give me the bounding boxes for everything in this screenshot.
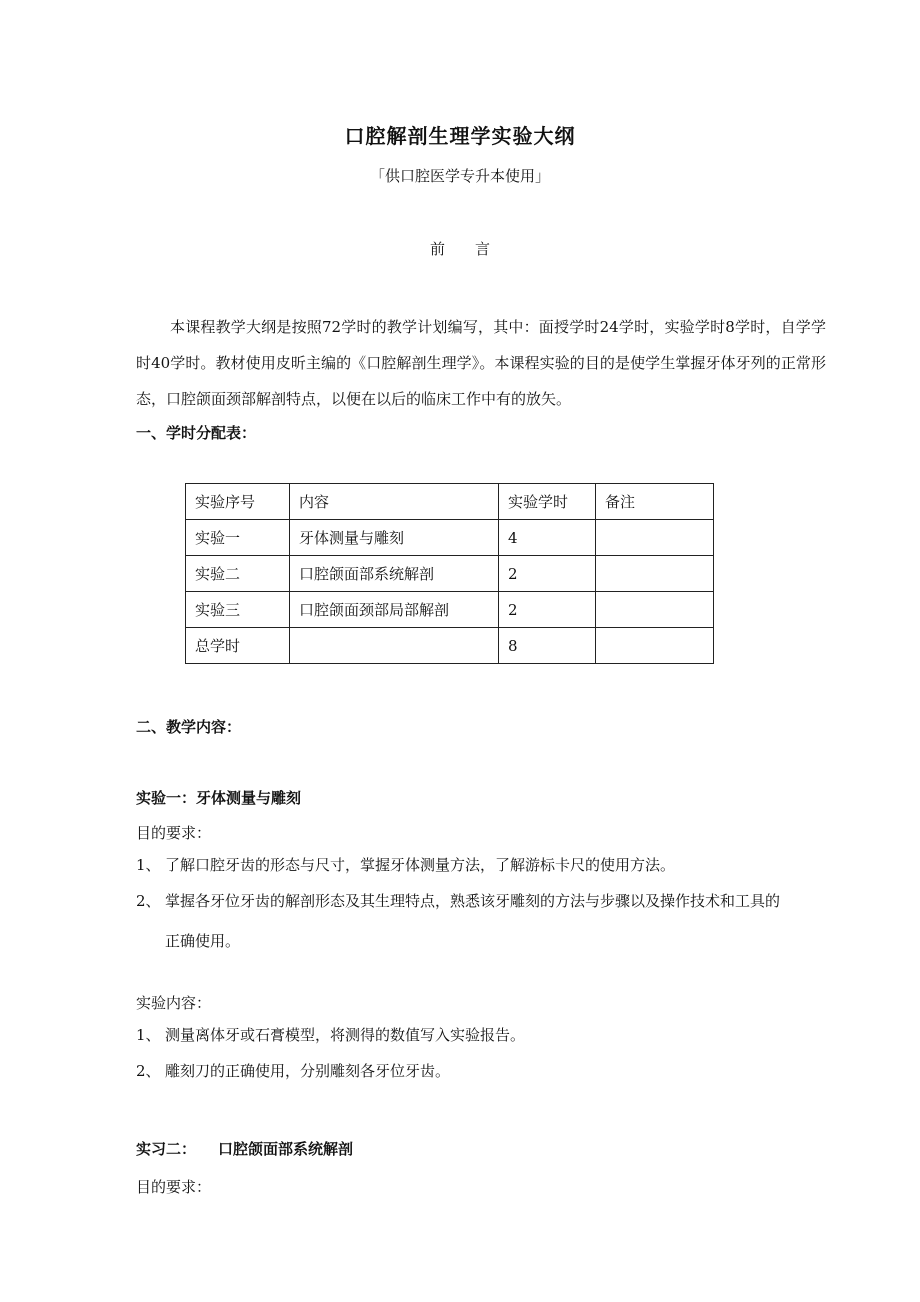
table-row xyxy=(186,628,714,664)
table-cell: 总学时 xyxy=(186,628,290,664)
exp1-content2-number: 2、 xyxy=(136,1062,161,1080)
section-1-heading: 一、学时分配表： xyxy=(136,424,257,442)
exp2-requirements-label: 目的要求： xyxy=(136,1178,212,1196)
preface-paragraph: 本课程教学大纲是按照72学时的教学计划编写，其中：面授学时24学时，实验学时8学时，自学学时40学时。教材使用皮昕主编的《口腔解剖生理学》。本课程实验的目的是使学生掌握牙体牙列的正常形态，口腔颌面颈部解剖特点，以便在以后的临床工作中有的放矢。 xyxy=(136,318,826,408)
table-cell xyxy=(290,628,499,664)
table-header-row xyxy=(186,484,714,520)
preface-heading: 前 言 xyxy=(429,240,490,258)
table-row xyxy=(186,556,714,592)
table-cell xyxy=(596,556,714,592)
table-cell: 实验一 xyxy=(186,520,290,556)
table-header-cell: 内容 xyxy=(290,484,499,520)
table-cell xyxy=(596,628,714,664)
hours-table xyxy=(185,483,714,664)
table-header-cell: 实验学时 xyxy=(499,484,596,520)
exp1-content1-number: 1、 xyxy=(136,1026,161,1044)
table-cell: 4 xyxy=(499,520,596,556)
table-cell: 实验二 xyxy=(186,556,290,592)
table-cell: 2 xyxy=(499,556,596,592)
table-header-cell: 备注 xyxy=(596,484,714,520)
exp1-req2-number: 2、 xyxy=(136,892,161,910)
exp1-req1-number: 1、 xyxy=(136,856,161,874)
table-cell: 实验三 xyxy=(186,592,290,628)
section-2-heading: 二、教学内容： xyxy=(136,718,242,736)
document-title: 口腔解剖生理学实验大纲 xyxy=(344,124,576,148)
experiment-2-heading-title: 口腔颌面部系统解剖 xyxy=(218,1140,354,1158)
exp1-req2-text-line1: 掌握各牙位牙齿的解剖形态及其生理特点，熟悉该牙雕刻的方法与步骤以及操作技术和工具的 xyxy=(165,892,781,910)
document-subtitle: 「供口腔医学专升本使用」 xyxy=(369,167,550,185)
exp1-requirements-label: 目的要求： xyxy=(136,824,212,842)
table-cell: 口腔颌面颈部局部解剖 xyxy=(290,592,499,628)
table-row xyxy=(186,592,714,628)
table-cell: 牙体测量与雕刻 xyxy=(290,520,499,556)
exp1-req2-text-line2: 正确使用。 xyxy=(165,932,241,950)
table-header-cell: 实验序号 xyxy=(186,484,290,520)
table-cell: 口腔颌面部系统解剖 xyxy=(290,556,499,592)
table-cell xyxy=(596,592,714,628)
experiment-1-heading: 实验一：牙体测量与雕刻 xyxy=(136,789,302,807)
table-cell xyxy=(596,520,714,556)
table-row xyxy=(186,520,714,556)
experiment-2-heading-prefix: 实习二： xyxy=(136,1140,197,1158)
table-cell: 2 xyxy=(499,592,596,628)
exp1-content1-text: 测量离体牙或石膏模型，将测得的数值写入实验报告。 xyxy=(165,1026,526,1044)
table-cell: 8 xyxy=(499,628,596,664)
exp1-req1-text: 了解口腔牙齿的形态与尺寸，掌握牙体测量方法，了解游标卡尺的使用方法。 xyxy=(165,856,676,874)
exp1-content-label: 实验内容： xyxy=(136,994,212,1012)
exp1-content2-text: 雕刻刀的正确使用，分别雕刻各牙位牙齿。 xyxy=(165,1062,451,1080)
